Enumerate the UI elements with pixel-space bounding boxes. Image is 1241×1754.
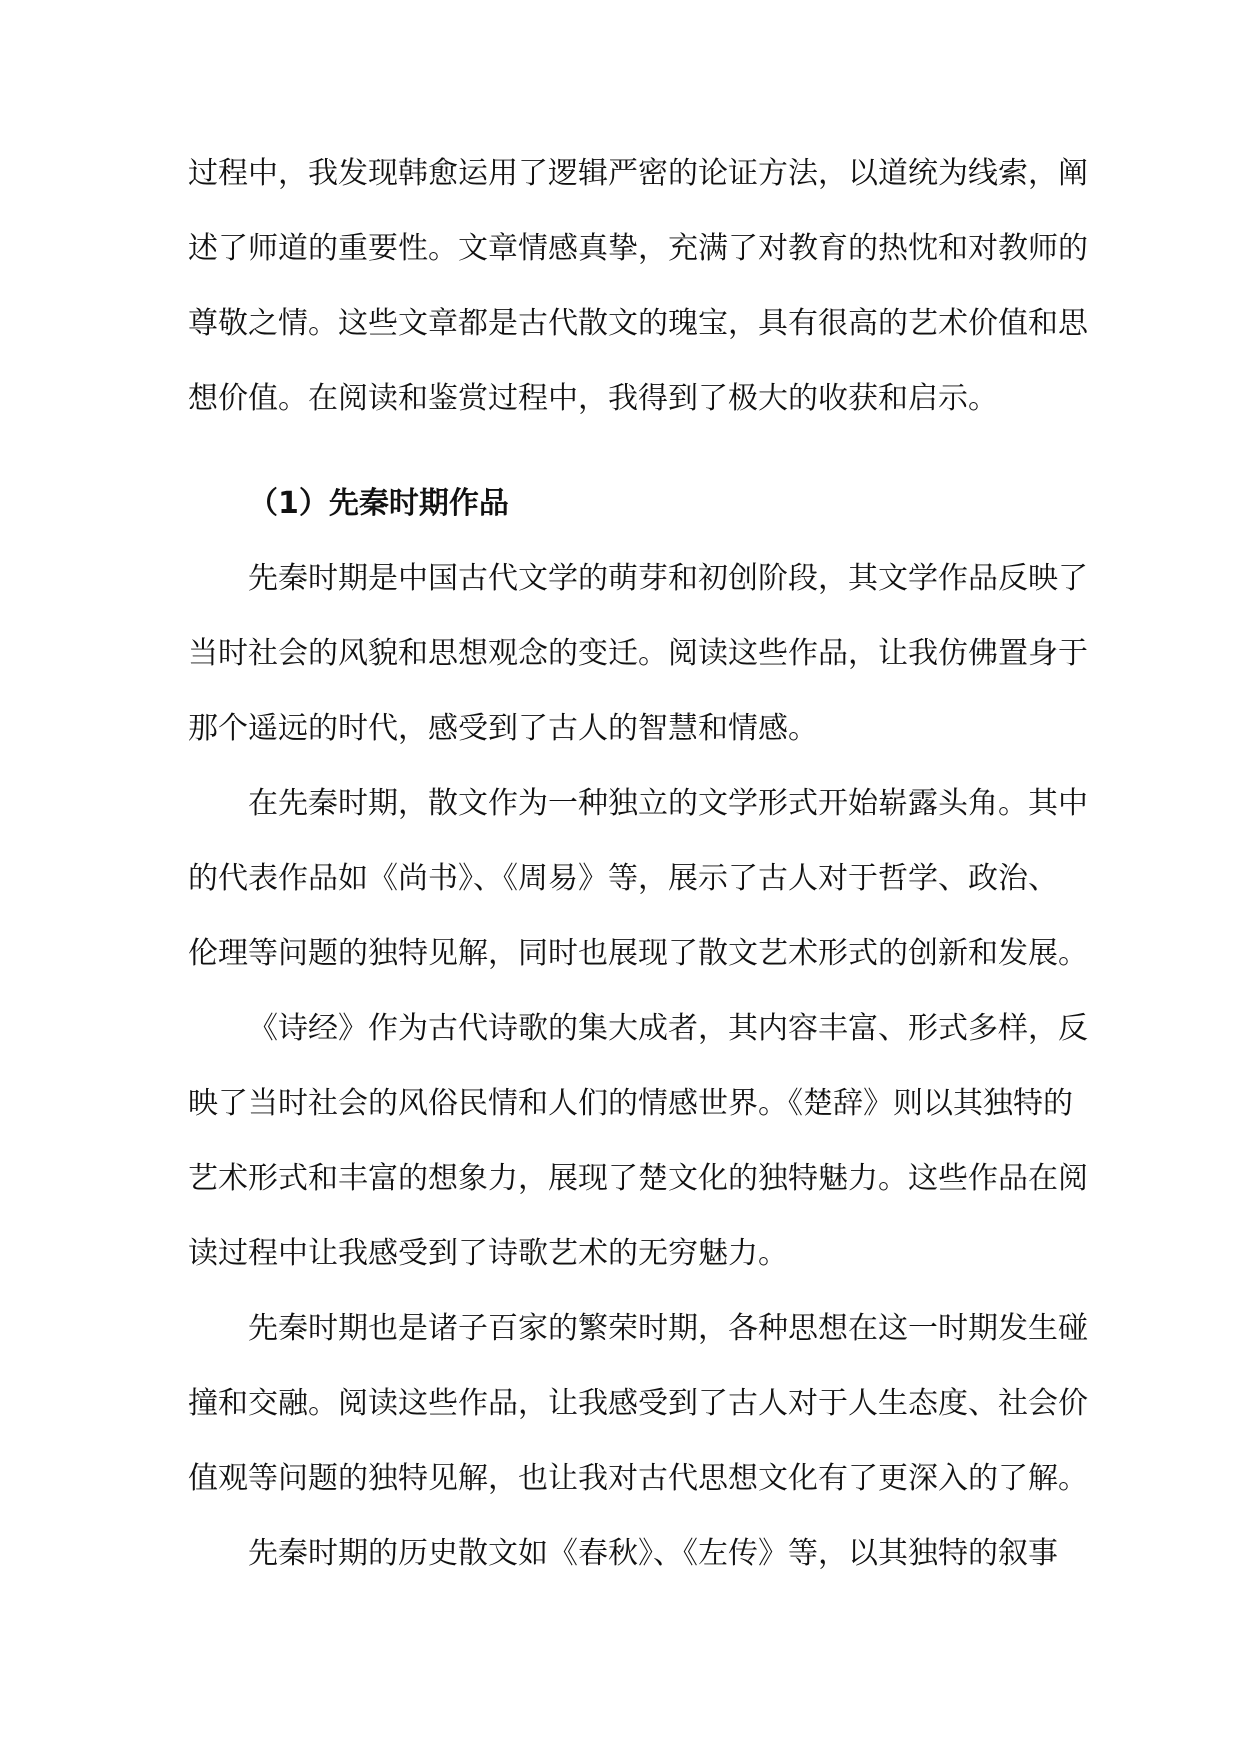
text-line: 那个遥远的时代，感受到了古人的智慧和情感。: [188, 711, 818, 746]
text-line: 述了师道的重要性。文章情感真挚，充满了对教育的热忱和对教师的: [188, 231, 1088, 266]
section-heading: （1）先秦时期作品: [248, 486, 509, 521]
text-line: 在先秦时期，散文作为一种独立的文学形式开始崭露头角。其中: [248, 786, 1088, 821]
paragraph: [188, 541, 1088, 766]
paragraph: [188, 766, 1088, 991]
intro-paragraph: [188, 136, 1088, 436]
text-line: 想价值。在阅读和鉴赏过程中，我得到了极大的收获和启示。: [188, 381, 998, 416]
document-body: [188, 136, 1088, 1591]
text-line: 尊敬之情。这些文章都是古代散文的瑰宝，具有很高的艺术价值和思: [188, 306, 1088, 341]
text-line: 伦理等问题的独特见解，同时也展现了散文艺术形式的创新和发展。: [188, 936, 1088, 971]
text-line: 当时社会的风貌和思想观念的变迁。阅读这些作品，让我仿佛置身于: [188, 636, 1088, 671]
text-line: 值观等问题的独特见解，也让我对古代思想文化有了更深入的了解。: [188, 1461, 1088, 1496]
text-line: 先秦时期是中国古代文学的萌芽和初创阶段，其文学作品反映了: [248, 561, 1088, 596]
text-line: 的代表作品如《尚书》、《周易》等，展示了古人对于哲学、政治、: [188, 861, 1058, 896]
text-line: 先秦时期的历史散文如《春秋》、《左传》等，以其独特的叙事: [248, 1536, 1058, 1571]
section-spacer: [188, 436, 1054, 466]
text-line: 过程中，我发现韩愈运用了逻辑严密的论证方法，以道统为线索，阐: [188, 156, 1088, 191]
text-line: 《诗经》作为古代诗歌的集大成者，其内容丰富、形式多样，反: [248, 1011, 1088, 1046]
text-line: 艺术形式和丰富的想象力，展现了楚文化的独特魅力。这些作品在阅: [188, 1161, 1088, 1196]
text-line: 撞和交融。阅读这些作品，让我感受到了古人对于人生态度、社会价: [188, 1386, 1088, 1421]
paragraph: [188, 991, 1088, 1291]
text-line: 先秦时期也是诸子百家的繁荣时期，各种思想在这一时期发生碰: [248, 1311, 1088, 1346]
paragraph: [188, 1516, 1058, 1591]
paragraph: [188, 1291, 1088, 1516]
text-line: 映了当时社会的风俗民情和人们的情感世界。《楚辞》则以其独特的: [188, 1086, 1073, 1121]
text-line: 读过程中让我感受到了诗歌艺术的无穷魅力。: [188, 1236, 788, 1271]
